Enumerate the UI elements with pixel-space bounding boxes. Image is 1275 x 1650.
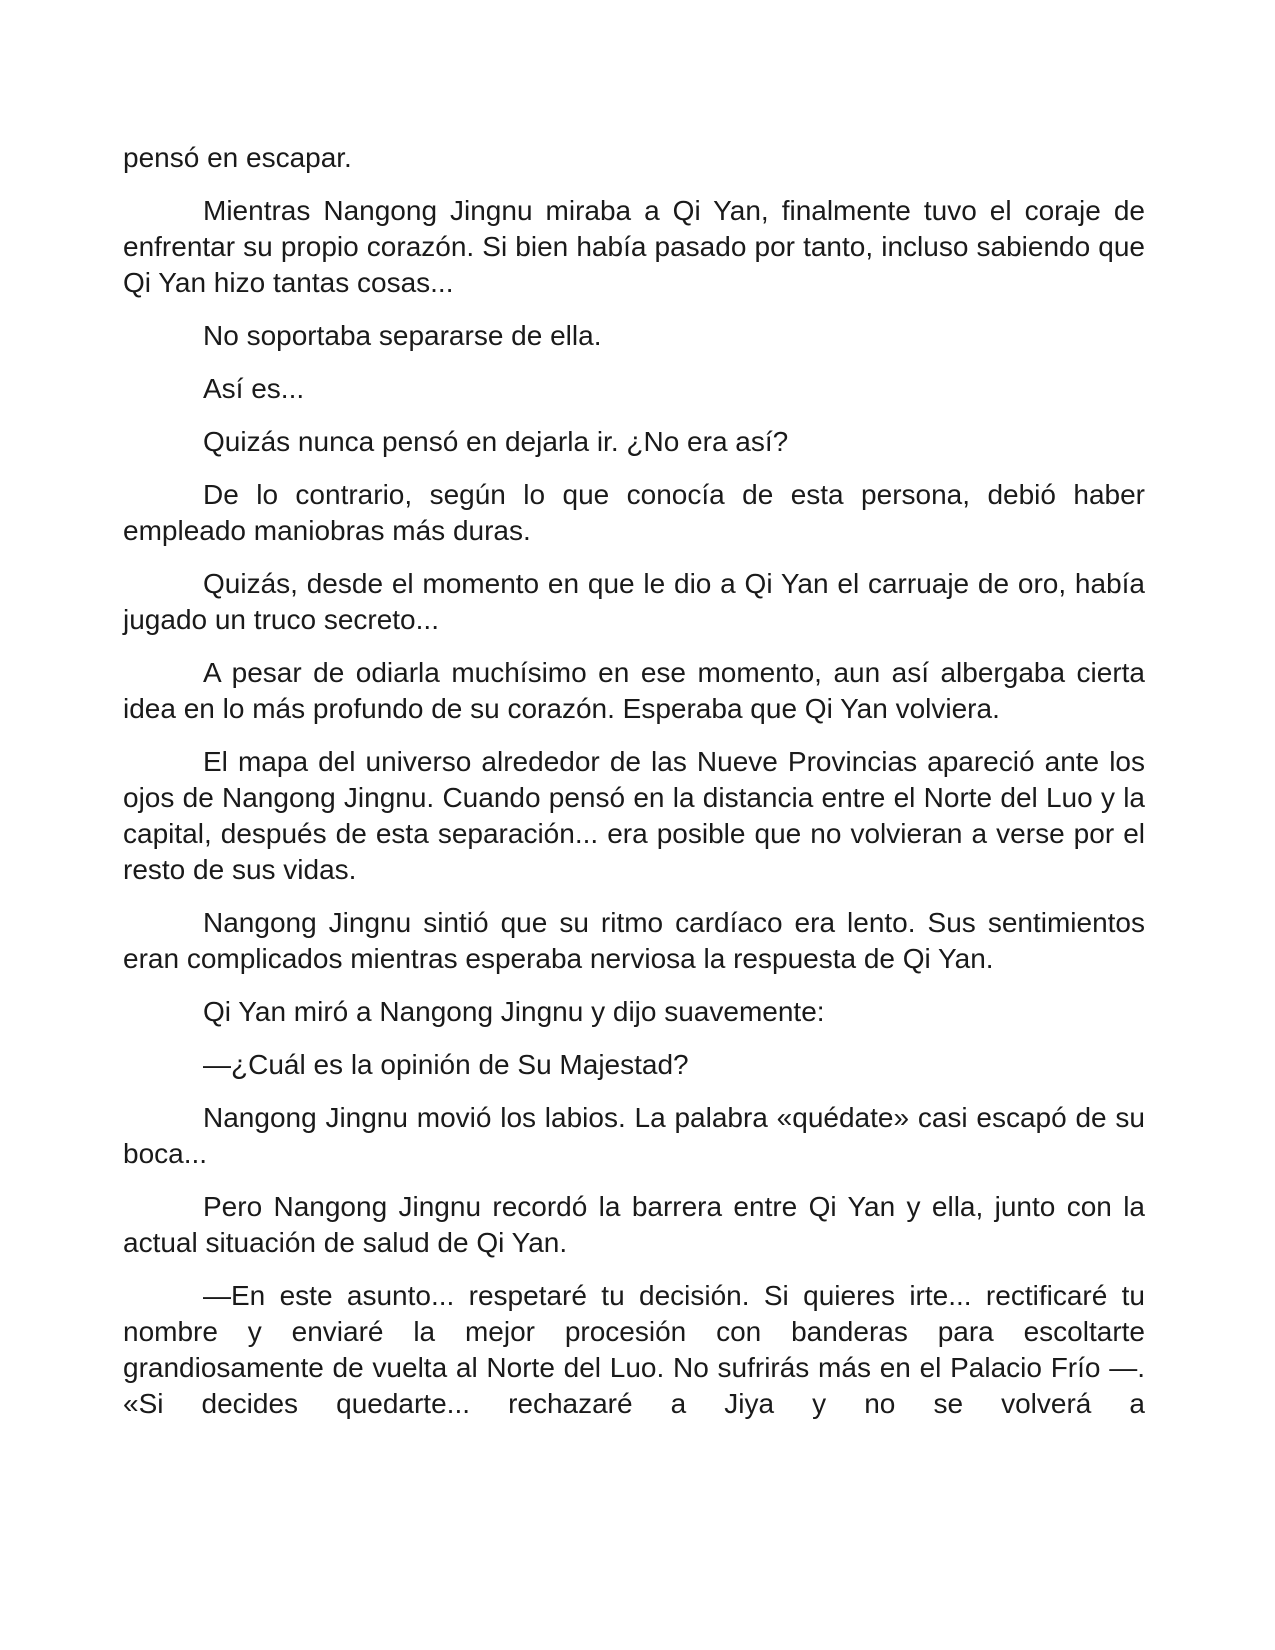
paragraph-10: Nangong Jingnu sintió que su ritmo cardíaco era lento. Sus sentimientos eran complicados mientras esperaba nerviosa la respuesta de Qi Yan. [123,907,1145,974]
paragraph-13: Nangong Jingnu movió los labios. La palabra «quédate» casi escapó de su boca... [123,1102,1145,1169]
paragraph-11: Qi Yan miró a Nangong Jingnu y dijo suavemente: [203,996,825,1027]
paragraph-3: No soportaba separarse de ella. [203,320,602,351]
paragraph-7: Quizás, desde el momento en que le dio a Qi Yan el carruaje de oro, había jugado un truco secreto... [123,568,1145,635]
body-text [123,140,1145,1439]
paragraph-14: Pero Nangong Jingnu recordó la barrera entre Qi Yan y ella, junto con la actual situación de salud de Qi Yan. [123,1191,1145,1258]
paragraph-1: pensó en escapar. [123,142,352,173]
paragraph-9: El mapa del universo alrededor de las Nueve Provincias apareció ante los ojos de Nangong Jingnu. Cuando pensó en la distancia entre el Norte del Luo y la capital, después de esta separación... era posible que no volvieran a verse por el resto de sus vidas. [123,746,1145,885]
paragraph-15: —En este asunto... respetaré tu decisión. Si quieres irte... rectificaré tu nombre y enviaré la mejor procesión con banderas para escoltarte grandiosamente de vuelta al Norte del Luo. No sufrirás más en el Palacio Frío —. «Si decides quedarte... rechazaré a Jiya y no se volverá a [123,1280,1145,1419]
paragraph-6: De lo contrario, según lo que conocía de esta persona, debió haber empleado maniobras más duras. [123,479,1145,546]
paragraph-12: —¿Cuál es la opinión de Su Majestad? [203,1049,689,1080]
paragraph-4: Así es... [203,373,305,404]
paragraph-5: Quizás nunca pensó en dejarla ir. ¿No era así? [203,426,789,457]
paragraph-2: Mientras Nangong Jingnu miraba a Qi Yan, finalmente tuvo el coraje de enfrentar su propio corazón. Si bien había pasado por tanto, incluso sabiendo que Qi Yan hizo tantas cosas... [123,195,1145,298]
paragraph-8: A pesar de odiarla muchísimo en ese momento, aun así albergaba cierta idea en lo más profundo de su corazón. Esperaba que Qi Yan volviera. [123,657,1145,724]
